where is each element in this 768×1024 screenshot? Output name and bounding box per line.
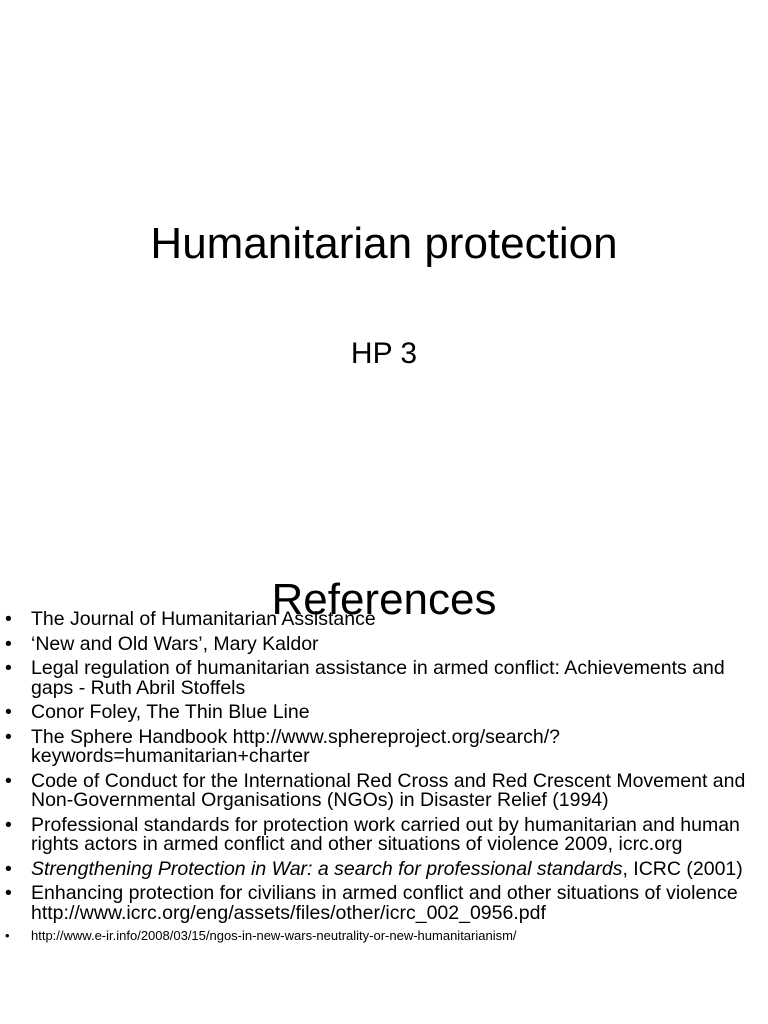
bullet-icon: • (5, 882, 12, 904)
reference-item (0, 659, 768, 698)
bullet-icon: • (5, 857, 12, 880)
reference-item (0, 884, 768, 923)
reference-italic-title: Strengthening Protection in War: a search for professional standards (31, 857, 623, 880)
reference-item (0, 928, 768, 943)
reference-link-text[interactable]: Enhancing protection for civilians in armed conflict and other situations of violence http://www.icrc.org/eng/assets/files/other/icrc_002_0956.pdf (31, 882, 738, 924)
slide-title: Humanitarian protection (150, 219, 618, 268)
bullet-icon: • (5, 608, 12, 630)
reference-link-text[interactable]: http://www.e-ir.info/2008/03/15/ngos-in-new-wars-neutrality-or-new-humanitarianism/ (31, 928, 517, 943)
reference-item (0, 632, 768, 655)
reference-text: ‘New and Old Wars’, Mary Kaldor (31, 632, 319, 655)
reference-text: Legal regulation of humanitarian assistance in armed conflict: Achievements and gaps - Ruth Abril Stoffels (31, 657, 725, 699)
slide-subtitle: HP 3 (350, 337, 418, 370)
bullet-icon: • (5, 701, 12, 723)
reference-text: Conor Foley, The Thin Blue Line (31, 701, 310, 723)
references-list (0, 610, 768, 948)
reference-link-text[interactable]: The Sphere Handbook http://www.sphereproject.org/search/?keywords=humanitarian+charter (31, 725, 560, 767)
bullet-icon: • (5, 769, 12, 792)
bullet-icon: • (5, 725, 12, 748)
reference-item (0, 769, 768, 811)
reference-text: The Journal of Humanitarian Assistance (31, 608, 376, 630)
reference-text: Professional standards for protection work carried out by humanitarian and human rights actors in armed conflict and other situations of violence 2009, icrc.org (31, 813, 740, 855)
reference-text: , ICRC (2001) (622, 857, 743, 880)
reference-item (0, 703, 768, 723)
reference-text: Code of Conduct for the International Red Cross and Red Crescent Movement and Non-Governmental Organisations (NGOs) in Disaster Relief (1994) (31, 769, 746, 811)
reference-item (0, 857, 768, 880)
bullet-icon: • (5, 657, 12, 679)
reference-item (0, 813, 768, 855)
references-heading: References (271, 575, 497, 624)
reference-item (0, 610, 768, 630)
bullet-icon: • (5, 813, 12, 836)
reference-item (0, 725, 768, 767)
bullet-icon: • (5, 632, 12, 655)
bullet-icon: • (5, 928, 10, 943)
